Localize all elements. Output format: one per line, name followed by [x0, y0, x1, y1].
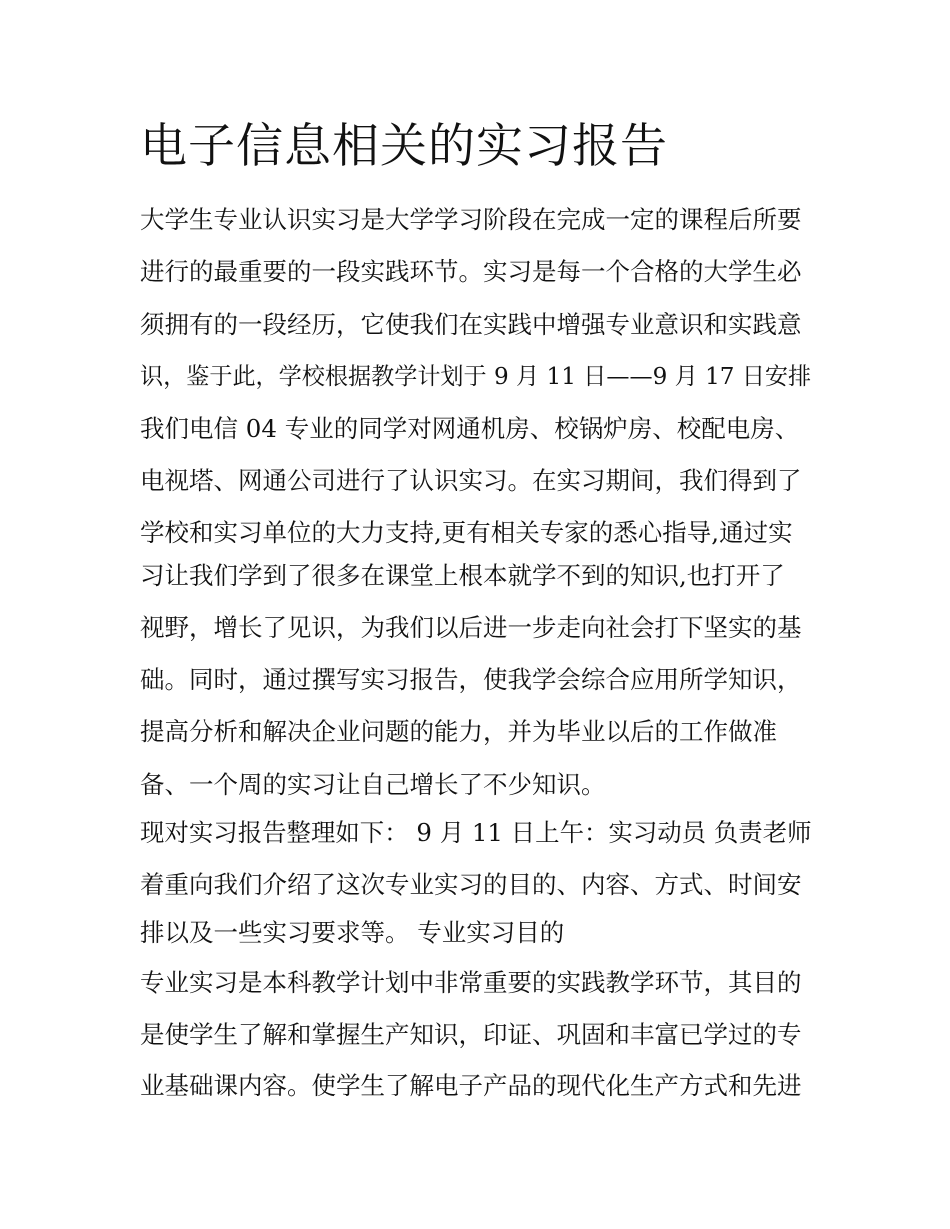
body-line: 我们电信 04 专业的同学对网通机房、校锅炉房、校配电房、: [140, 414, 800, 443]
body-line: 是使学生了解和掌握生产知识，印证、巩固和丰富已学过的专: [140, 1020, 802, 1049]
body-line: 排以及一些实习要求等。 专业实习目的: [140, 918, 565, 947]
body-line: 大学生专业认识实习是大学学习阶段在完成一定的课程后所要: [140, 205, 802, 234]
body-line: 着重向我们介绍了这次专业实习的目的、内容、方式、时间安: [140, 870, 802, 899]
body-line: 备、一个周的实习让自己增长了不少知识。: [140, 770, 606, 799]
body-line: 视野，增长了见识，为我们以后进一步走向社会打下坚实的基: [140, 613, 802, 642]
document-title: 电子信息相关的实习报告: [140, 119, 668, 174]
body-line: 现对实习报告整理如下： 9 月 11 日上午：实习动员 负责老师: [140, 818, 812, 847]
body-line: 电视塔、网通公司进行了认识实习。在实习期间，我们得到了: [140, 466, 802, 495]
body-line: 习让我们学到了很多在课堂上根本就学不到的知识,也打开了: [140, 561, 785, 590]
body-line: 学校和实习单位的大力支持,更有相关专家的悉心指导,通过实: [140, 518, 793, 547]
body-line: 础。同时，通过撰写实习报告，使我学会综合应用所学知识，: [140, 665, 802, 694]
body-line: 进行的最重要的一段实践环节。实习是每一个合格的大学生必: [140, 257, 802, 286]
body-line: 专业实习是本科教学计划中非常重要的实践教学环节，其目的: [140, 968, 802, 997]
body-line: 须拥有的一段经历，它使我们在实践中增强专业意识和实践意: [140, 310, 802, 339]
body-line: 提高分析和解决企业问题的能力，并为毕业以后的工作做准: [140, 717, 777, 746]
body-line: 业基础课内容。使学生了解电子产品的现代化生产方式和先进: [140, 1071, 802, 1100]
body-line: 识，鉴于此，学校根据教学计划于 9 月 11 日——9 月 17 日安排: [140, 364, 812, 390]
